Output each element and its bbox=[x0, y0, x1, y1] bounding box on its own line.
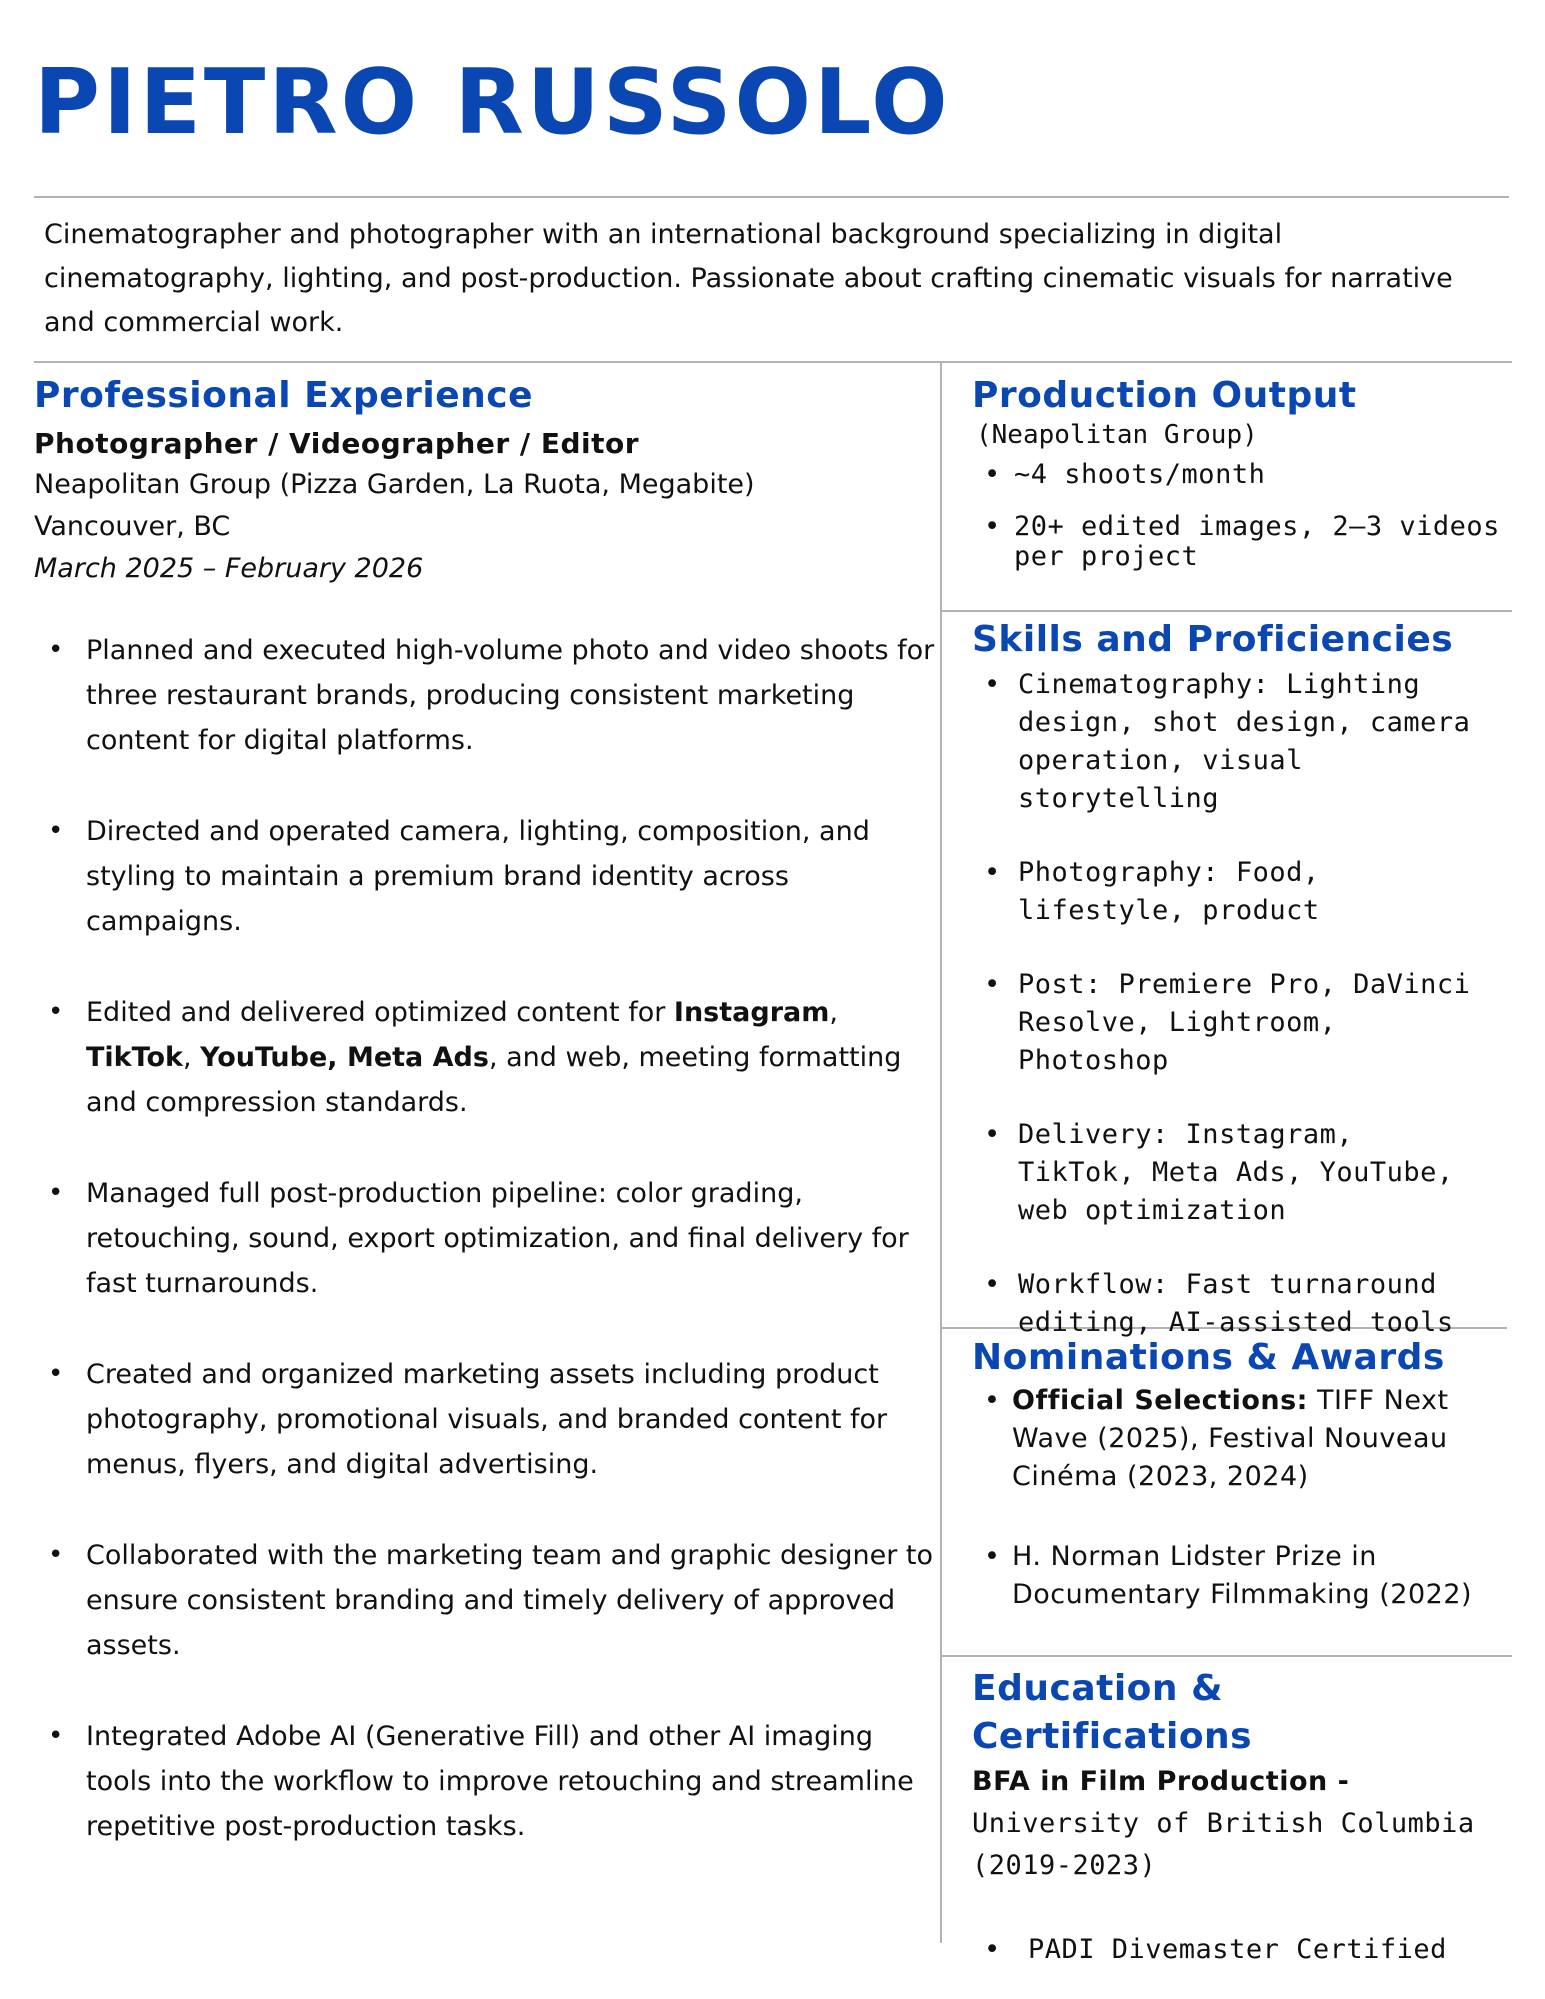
bullet-text: , bbox=[182, 1042, 201, 1073]
experience-heading: Professional Experience bbox=[34, 375, 534, 416]
awards-heading: Nominations & Awards bbox=[972, 1337, 1445, 1378]
list-item: • 20+ edited images, 2–3 videos per project bbox=[972, 512, 1512, 572]
bullet-text: , bbox=[829, 997, 838, 1028]
job-dates: March 2025 – February 2026 bbox=[34, 553, 424, 584]
production-output-section bbox=[972, 372, 1512, 572]
skills-heading: Skills and Proficiencies bbox=[972, 619, 1454, 660]
award-text: TIFF Next Wave (2025), Festival Nouveau Cinéma (2023, 2024) bbox=[1012, 1385, 1449, 1492]
skills-list bbox=[972, 666, 1472, 1342]
skills-section bbox=[972, 616, 1512, 1342]
output-list bbox=[972, 456, 1512, 572]
job-title: Photographer / Videographer / Editor bbox=[34, 427, 640, 460]
summary-divider bbox=[34, 361, 1512, 363]
list-item: • Cinematography: Lighting design, shot design, camera operation, visual storytelling bbox=[972, 666, 1472, 818]
candidate-name: PIETRO RUSSOLO bbox=[34, 50, 951, 155]
degree-dash: - bbox=[1327, 1766, 1350, 1797]
profile-summary: Cinematographer and photographer with an international background specializing in digital cinematography, lighting, and post-production. Passionate about crafting cinematic visuals for narrative and commercial work. bbox=[44, 219, 1453, 338]
list-item: • Integrated Adobe AI (Generative Fill) and other AI imaging tools into the workflow to improve retouching and streamline repetitive post-production tasks. bbox=[34, 1714, 936, 1849]
experience-bullets bbox=[34, 628, 935, 1849]
bullet-text: Edited and delivered optimized content for bbox=[86, 997, 674, 1028]
list-item: • Post: Premiere Pro, DaVinci Resolve, Lightroom, Photoshop bbox=[972, 966, 1472, 1080]
list-item bbox=[34, 990, 936, 1125]
award-label: Official Selections: bbox=[1012, 1385, 1308, 1416]
job-company: Neapolitan Group (Pizza Garden, La Ruota, Megabite) bbox=[34, 469, 755, 500]
education-heading: Education & Certifications bbox=[972, 1668, 1253, 1757]
column-divider bbox=[940, 363, 942, 1943]
certifications-list bbox=[972, 1931, 1512, 1969]
right-divider-1 bbox=[942, 610, 1512, 612]
list-item: • PADI Divemaster Certified bbox=[972, 1931, 1512, 1969]
school: University of British Columbia (2019-2023) bbox=[972, 1808, 1475, 1881]
list-item: • Collaborated with the marketing team and graphic designer to ensure consistent branding and timely delivery of approved assets. bbox=[34, 1533, 936, 1668]
list-item: • Managed full post-production pipeline: color grading, retouching, sound, export optimization, and final delivery for fast turnarounds. bbox=[34, 1171, 936, 1306]
awards-section bbox=[972, 1334, 1512, 1614]
header-divider bbox=[34, 196, 1509, 198]
bullet-text: , and web, meeting formatting and compression standards. bbox=[86, 1042, 902, 1118]
degree-block bbox=[972, 1761, 1492, 1887]
list-item: • Directed and operated camera, lighting, composition, and styling to maintain a premium brand identity across campaigns. bbox=[34, 809, 936, 944]
education-section bbox=[972, 1665, 1512, 1969]
awards-list bbox=[972, 1382, 1492, 1614]
output-heading: Production Output bbox=[972, 375, 1357, 416]
platform-tiktok: TikTok bbox=[86, 1042, 183, 1073]
list-item: • Created and organized marketing assets including product photography, promotional visuals, and branded content for menus, flyers, and digital advertising. bbox=[34, 1352, 936, 1487]
list-item: • Photography: Food, lifestyle, product bbox=[972, 854, 1472, 930]
list-item bbox=[972, 1382, 1492, 1496]
right-divider-3 bbox=[942, 1655, 1512, 1657]
degree: BFA in Film Production bbox=[972, 1766, 1328, 1797]
output-subtitle: (Neapolitan Group) bbox=[976, 420, 1258, 450]
list-item: • ~4 shoots/month bbox=[972, 456, 1512, 494]
list-item: • H. Norman Lidster Prize in Documentary Filmmaking (2022) bbox=[972, 1538, 1492, 1614]
platform-instagram: Instagram bbox=[673, 997, 830, 1028]
list-item: • Delivery: Instagram, TikTok, Meta Ads, YouTube, web optimization bbox=[972, 1116, 1472, 1230]
job-location: Vancouver, BC bbox=[34, 511, 231, 542]
list-item: • Workflow: Fast turnaround editing, AI-assisted tools bbox=[972, 1266, 1472, 1342]
platform-youtube-meta: YouTube, Meta Ads bbox=[200, 1042, 489, 1073]
list-item: • Planned and executed high-volume photo and video shoots for three restaurant brands, producing consistent marketing content for digital platforms. bbox=[34, 628, 936, 763]
experience-section bbox=[34, 372, 935, 1895]
